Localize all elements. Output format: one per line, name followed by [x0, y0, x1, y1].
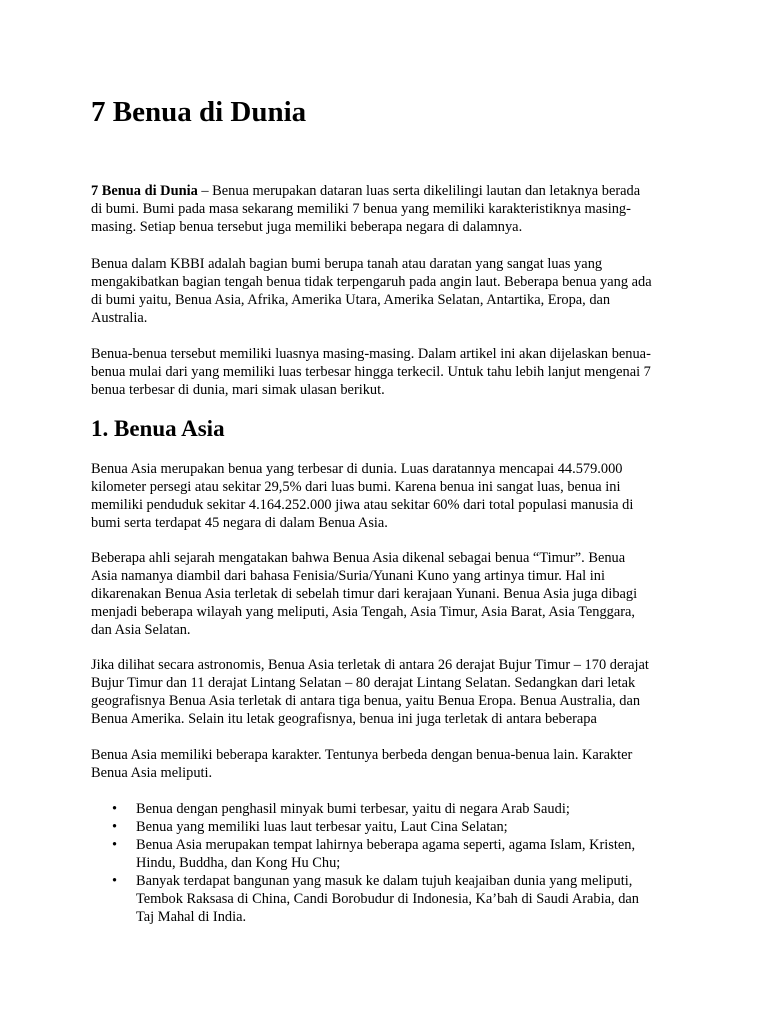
paragraph-line: Benua dalam KBBI adalah bagian bumi berupa tanah atau daratan yang sangat luas yang — [91, 256, 603, 272]
paragraph-line: Beberapa ahli sejarah mengatakan bahwa Benua Asia dikenal sebagai benua “Timur”. Benua — [91, 550, 626, 566]
asia-paragraph-4 — [91, 746, 691, 782]
paragraph-line: Benua-benua tersebut memiliki luasnya masing-masing. Dalam artikel ini akan dijelaskan benua- — [91, 346, 651, 362]
intro-paragraph — [91, 182, 691, 236]
paragraph-line: dikarenakan Benua Asia terletak di sebelah timur dari kerajaan Yunani. Benua Asia juga dibagi — [91, 586, 638, 602]
asia-paragraph-2 — [91, 549, 691, 639]
bullet-icon: • — [112, 837, 118, 853]
paragraph-line: dan Asia Selatan. — [91, 622, 191, 638]
list-item: • Benua yang memiliki luas laut terbesar yaitu, Laut Cina Selatan; — [112, 819, 508, 835]
intro-line-3: masing. Setiap benua tersebut juga memiliki beberapa negara di dalamnya. — [91, 219, 523, 235]
paragraph-line: Bujur Timur dan 11 derajat Lintang Selatan – 80 derajat Lintang Selatan. Sedangkan dari letak — [91, 675, 636, 691]
asia-paragraph-3 — [91, 656, 691, 728]
luas-paragraph — [91, 345, 691, 399]
list-item: • Benua Asia merupakan tempat lahirnya beberapa agama seperti, agama Islam, Kristen, Hindu, Buddha, dan Kong Hu Chu; — [112, 837, 636, 871]
asia-characteristics-list — [91, 800, 691, 926]
bullet-icon: • — [112, 801, 118, 817]
paragraph-line: Benua Asia memiliki beberapa karakter. Tentunya berbeda dengan benua-benua lain. Karakter — [91, 747, 633, 763]
paragraph-line: Benua Asia meliputi. — [91, 765, 213, 781]
paragraph-line: menjadi beberapa wilayah yang meliputi, Asia Tengah, Asia Timur, Asia Barat, Asia Tenggara, — [91, 604, 636, 620]
paragraph-line: mengakibatkan bagian tengah benua tidak terpengaruh pada angin laut. Beberapa benua yang ada — [91, 274, 652, 290]
paragraph-line: kilometer persegi atau sekitar 29,5% dari luas bumi. Karena benua ini sangat luas, benua ini — [91, 479, 621, 495]
bullet-icon: • — [112, 819, 118, 835]
paragraph-line: benua mulai dari yang memiliki luas terbesar hingga terkecil. Untuk tahu lebih lanjut mengenai 7 — [91, 364, 651, 380]
intro-lead-bold: 7 Benua di Dunia — [91, 183, 198, 199]
paragraph-line: bumi serta terdapat 45 negara di dalam Benua Asia. — [91, 515, 388, 531]
bullet-icon: • — [112, 873, 118, 889]
paragraph-line: Benua Amerika. Selain itu letak geografisnya, benua ini juga terletak di antara beberapa — [91, 711, 597, 727]
intro-line-1: – Benua merupakan dataran luas serta dikelilingi lautan dan letaknya berada — [197, 183, 641, 199]
section-heading-asia: 1. Benua Asia — [91, 416, 225, 441]
paragraph-line: Australia. — [91, 310, 148, 326]
paragraph-line: Jika dilihat secara astronomis, Benua Asia terletak di antara 26 derajat Bujur Timur – 170 derajat — [91, 657, 649, 673]
paragraph-line: memiliki penduduk sekitar 4.164.252.000 jiwa atau sekitar 60% dari total populasi manusia di — [91, 497, 634, 513]
paragraph-line: di bumi yaitu, Benua Asia, Afrika, Amerika Utara, Amerika Selatan, Antartika, Eropa, dan — [91, 292, 611, 308]
kbbi-paragraph — [91, 255, 691, 327]
asia-paragraph-1 — [91, 460, 691, 532]
list-item: • Banyak terdapat bangunan yang masuk ke dalam tujuh keajaiban dunia yang meliputi, Tembok Raksasa di China, Candi Borobudur di Indonesia, Ka’bah di Saudi Arabia, dan Taj Mahal di India. — [112, 873, 639, 925]
paragraph-line: benua terbesar di dunia, mari simak ulasan berikut. — [91, 382, 385, 398]
page-title: 7 Benua di Dunia — [91, 96, 307, 128]
intro-line-2: di bumi. Bumi pada masa sekarang memiliki 7 benua yang memiliki karakteristiknya masing- — [91, 201, 631, 217]
list-item: • Benua dengan penghasil minyak bumi terbesar, yaitu di negara Arab Saudi; — [112, 801, 570, 817]
paragraph-line: geografisnya Benua Asia terletak di antara tiga benua, yaitu Benua Eropa. Benua Australia, dan — [91, 693, 641, 709]
paragraph-line: Benua Asia merupakan benua yang terbesar di dunia. Luas daratannya mencapai 44.579.000 — [91, 461, 623, 477]
paragraph-line: Asia namanya diambil dari bahasa Fenisia/Suria/Yunani Kuno yang artinya timur. Hal ini — [91, 568, 605, 584]
